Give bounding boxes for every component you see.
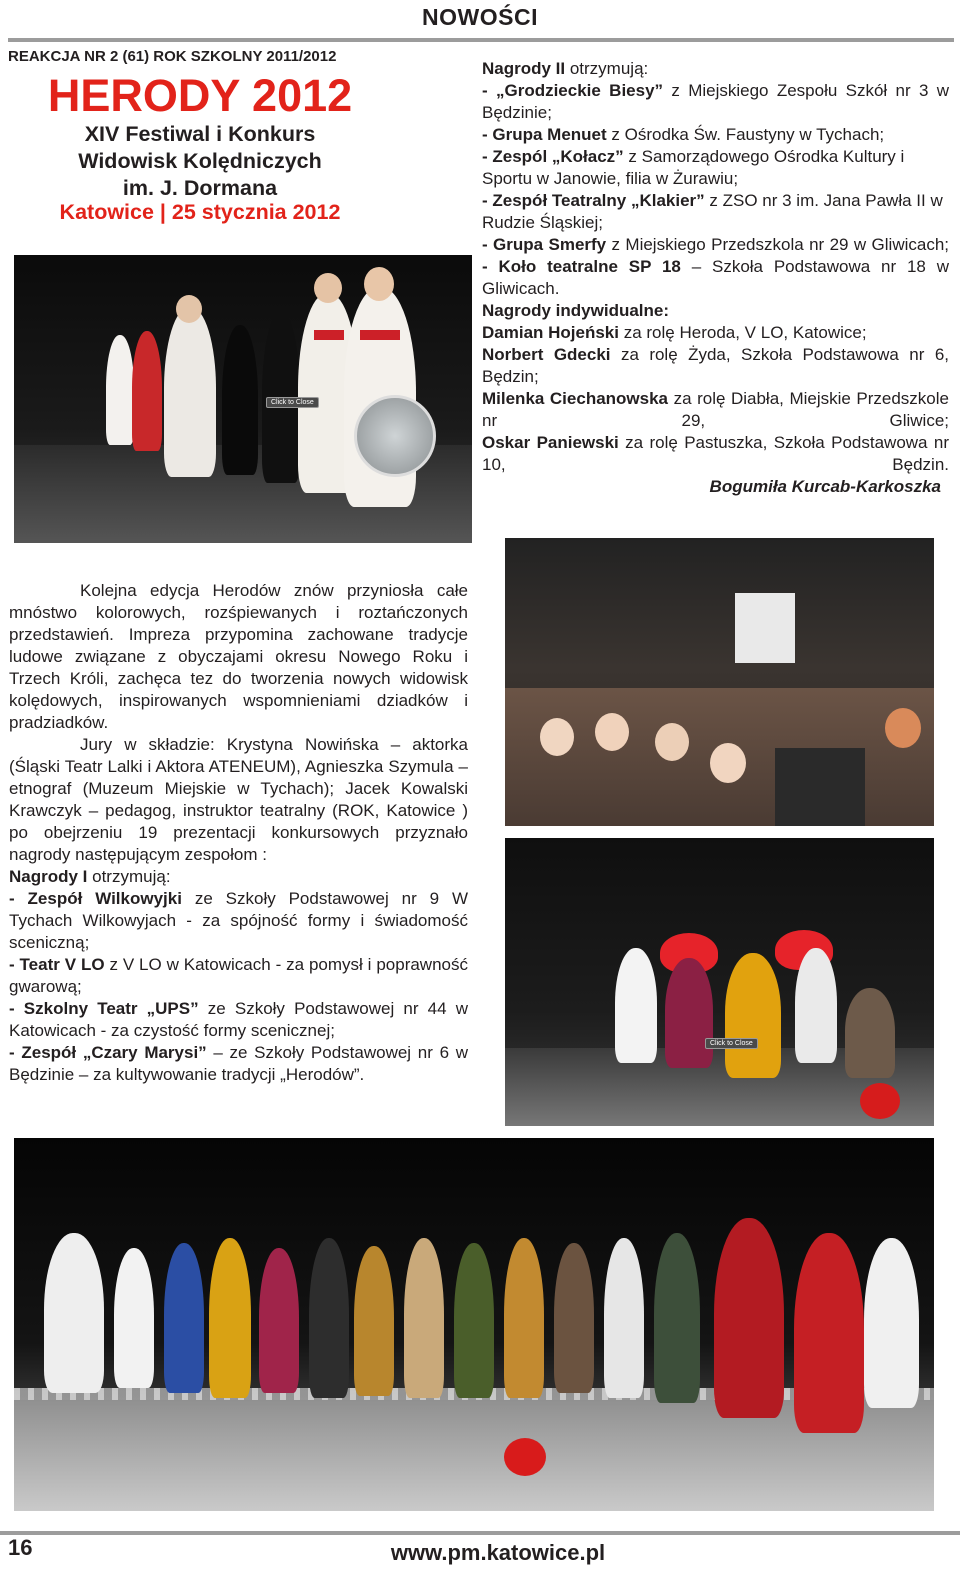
- child-head: [314, 273, 342, 303]
- award-line: Norbert Gdecki za rolę Żyda, Szkoła Podstawowa nr 6, Będzin;: [482, 345, 949, 386]
- child-figure: [209, 1238, 251, 1398]
- close-button[interactable]: Click to Close: [705, 1038, 758, 1049]
- wall-poster: [735, 593, 795, 663]
- child-figure: [164, 307, 216, 477]
- header-rule: [8, 38, 954, 42]
- award-line: - Grupa Smerfy z Miejskiego Przedszkola nr 29 w Gliwicach;: [482, 235, 950, 254]
- child-head: [176, 295, 202, 323]
- awards-column-right: [482, 58, 949, 498]
- child-figure: [504, 1238, 544, 1398]
- child-figure: [725, 953, 781, 1078]
- child-figure: [106, 335, 134, 445]
- section-title: NOWOŚCI: [422, 4, 538, 30]
- child-figure: [354, 1246, 394, 1396]
- child-figure: [665, 958, 713, 1068]
- website-link[interactable]: www.pm.katowice.pl: [390, 1540, 606, 1565]
- child-figure: [654, 1233, 700, 1403]
- photo-stage-performers: [14, 255, 472, 543]
- award-line: Nagrody II otrzymują:: [482, 59, 649, 78]
- child-figure: [222, 325, 258, 475]
- apple-prop: [860, 1083, 900, 1119]
- close-button[interactable]: Click to Close: [266, 397, 319, 408]
- award-line: - Zespół Teatralny „Klakier” z ZSO nr 3 im. Jana Pawła II w Rudzie Śląskiej;: [482, 191, 943, 232]
- photo-audience: [505, 538, 934, 826]
- award-line: - Szkolny Teatr „UPS” ze Szkoły Podstawowej nr 44 w Katowicach - za czystość formy scenicznej;: [9, 999, 468, 1040]
- photo-hearts-performance: [505, 838, 934, 1126]
- costume-sash: [360, 330, 400, 340]
- issue-line: REAKCJA NR 2 (61) ROK SZKOLNY 2011/2012: [8, 48, 337, 65]
- article-subtitle-1: XIV Festiwal i Konkurs: [84, 122, 316, 146]
- child-figure: [132, 331, 162, 451]
- award-heading: Nagrody indywidualne:: [482, 301, 670, 320]
- child-figure: [795, 948, 837, 1063]
- intro-paragraph: Kolejna edycja Herodów znów przyniosła całe mnóstwo kolorowych, rozśpiewanych i roztańczonych przedstawień. Impreza przypomina zachowane tradycje ludowe związane z obyczajami okresu Nowego Roku i Trzech Króli, zachęca tez do tworzenia nowych widowisk kolędowych, inspirowanych wspomnieniami dziadków i pradziadków.: [9, 581, 468, 732]
- child-figure: [845, 988, 895, 1078]
- footer-rule: [0, 1531, 960, 1535]
- child-figure: [794, 1233, 864, 1433]
- photo-group-finale: [14, 1138, 934, 1511]
- award-line: Damian Hojeński za rolę Heroda, V LO, Katowice;: [482, 323, 867, 342]
- child-head: [364, 267, 394, 301]
- award-line: Milenka Ciechanowska za rolę Diabła, Miejskie Przedszkole nr 29, Gliwice;: [482, 389, 949, 430]
- child-head: [710, 743, 746, 783]
- award-line: - Zespół Wilkowyjki ze Szkoły Podstawowej nr 9 W Tychach Wilkowyjach - za spójność formy i świadomość sceniczną;: [9, 889, 468, 952]
- award-line: Oskar Paniewski za rolę Pastuszka, Szkoła Podstawowa nr 10, Będzin.: [482, 433, 949, 474]
- article-subtitle-3: im. J. Dormana: [122, 176, 278, 200]
- prop-shield: [354, 395, 436, 477]
- child-figure: [164, 1243, 204, 1393]
- award-line: - Koło teatralne SP 18 – Szkoła Podstawowa nr 18 w Gliwicach.: [482, 257, 949, 298]
- child-figure: [454, 1243, 494, 1398]
- child-figure: [615, 948, 657, 1063]
- child-figure: [114, 1248, 154, 1388]
- article-subtitle-2: Widowisk Kolędniczych: [78, 149, 322, 173]
- child-figure: [259, 1248, 299, 1393]
- adult-head: [885, 708, 921, 748]
- award-line: - Grupa Menuet z Ośrodka Św. Faustyny w Tychach;: [482, 125, 885, 144]
- child-figure: [714, 1218, 784, 1418]
- award-line: - Zespół „Czary Marysi” – ze Szkoły Podstawowej nr 6 w Będzinie – za kultywowanie tradycji „Herodów”.: [9, 1043, 469, 1084]
- child-figure: [44, 1233, 104, 1393]
- child-head: [540, 718, 574, 756]
- child-figure: [554, 1243, 594, 1393]
- award-line: - Zespól „Kołacz” z Samorządowego Ośrodka Kultury i Sportu w Janowie, filia w Żurawiu;: [482, 147, 905, 188]
- adult-audience: [775, 748, 865, 826]
- award-heading: Nagrody I otrzymują:: [9, 867, 171, 886]
- event-date: Katowice | 25 stycznia 2012: [59, 200, 341, 224]
- jury-paragraph: Jury w składzie: Krystyna Nowińska – aktorka (Śląski Teatr Lalki i Aktora ATENEUM), Agnieszka Szymula – etnograf (Muzeum Miejskie w Tychach); Jacek Kowalski Krawczyk – pedagog, instruktor teatralny (ROK, Katowice ) po obejrzeniu 19 prezentacji konkursowych przyznało nagrody następującym zespołom :: [9, 735, 468, 864]
- apple-prop: [504, 1438, 546, 1476]
- article-body-left: [9, 580, 468, 1086]
- child-head: [595, 713, 629, 751]
- article-title: HERODY 2012: [47, 70, 353, 121]
- child-figure: [309, 1238, 349, 1398]
- child-figure: [404, 1238, 444, 1398]
- award-line: - Teatr V LO z V LO w Katowicach - za pomysł i poprawność gwarową;: [9, 955, 468, 996]
- child-figure: [864, 1238, 919, 1408]
- author-signature: Bogumiła Kurcab-Karkoszka: [709, 477, 941, 496]
- page-number: 16: [8, 1535, 33, 1560]
- award-line: - „Grodzieckie Biesy” z Miejskiego Zespołu Szkół nr 3 w Będzinie;: [482, 81, 949, 122]
- costume-sash: [314, 330, 344, 340]
- child-figure: [604, 1238, 644, 1398]
- child-head: [655, 723, 689, 761]
